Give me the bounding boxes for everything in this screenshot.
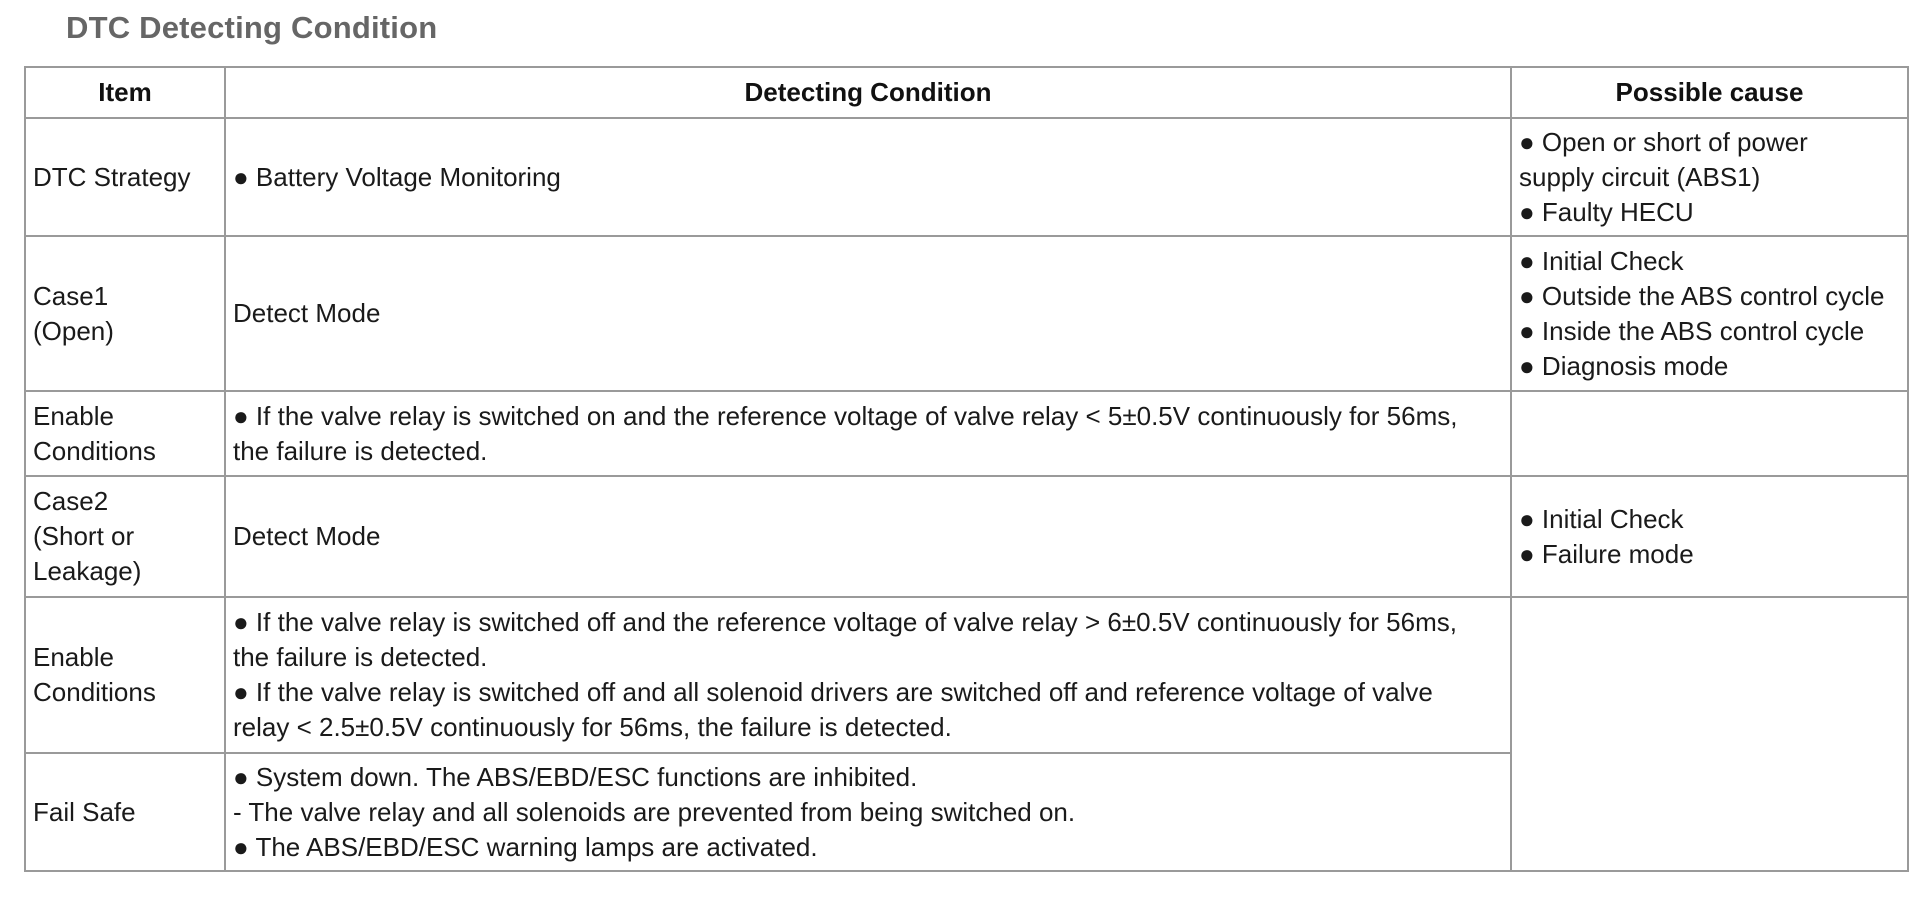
table-row-case2	[25, 476, 1908, 597]
cause-text: ● Initial Check	[1519, 503, 1684, 534]
cell-item	[25, 597, 225, 753]
table-row-case1	[25, 236, 1908, 391]
condition-text: ● Battery Voltage Monitoring	[233, 161, 561, 192]
table-row-enable-conditions-case1	[25, 391, 1908, 476]
condition-text: ● The ABS/EBD/ESC warning lamps are activated.	[233, 831, 818, 862]
cell-item	[25, 236, 225, 391]
dtc-condition-table	[24, 66, 1909, 872]
table-row-enable-conditions-case2	[25, 597, 1908, 753]
page-title: DTC Detecting Condition	[66, 10, 438, 45]
condition-text: Detect Mode	[233, 298, 381, 328]
condition-text: relay < 2.5±0.5V continuously for 56ms, the failure is detected.	[233, 712, 952, 742]
item-text: DTC Strategy	[33, 161, 191, 192]
item-text: Case2	[33, 486, 109, 516]
item-text: Case1	[33, 280, 109, 311]
item-text: Leakage)	[33, 556, 142, 586]
condition-text: ● If the valve relay is switched off and all solenoid drivers are switched off and reference voltage of valve	[233, 677, 1433, 707]
header-possible-cause: Possible cause	[1511, 67, 1908, 118]
cause-text: supply circuit (ABS1)	[1519, 161, 1761, 192]
cell-condition	[225, 391, 1511, 476]
condition-text: the failure is detected.	[233, 642, 488, 672]
item-text: (Open)	[33, 315, 114, 346]
table-row-dtc-strategy	[25, 118, 1908, 236]
condition-text: ● System down. The ABS/EBD/ESC functions are inhibited.	[233, 761, 918, 792]
cell-cause-empty	[1511, 597, 1908, 871]
condition-text: ● If the valve relay is switched off and the reference voltage of valve relay > 6±0.5V continuously for 56ms,	[233, 607, 1457, 637]
cell-condition	[225, 236, 1511, 391]
cell-condition	[225, 753, 1511, 871]
cause-text: ● Open or short of power	[1519, 126, 1808, 157]
item-text: Enable	[33, 642, 114, 672]
cell-condition	[225, 118, 1511, 236]
header-item: Item	[25, 67, 225, 118]
cause-text: ● Outside the ABS control cycle	[1519, 280, 1885, 311]
condition-text: Detect Mode	[233, 521, 381, 551]
table-header-row	[25, 67, 1908, 118]
cause-text: ● Initial Check	[1519, 245, 1684, 276]
condition-text: - The valve relay and all solenoids are prevented from being switched on.	[233, 796, 1076, 827]
cause-text: ● Inside the ABS control cycle	[1519, 315, 1865, 346]
item-text: (Short or	[33, 521, 135, 551]
item-text: Conditions	[33, 435, 156, 466]
item-text: Fail Safe	[33, 796, 136, 827]
cell-item	[25, 476, 225, 597]
cell-item	[25, 118, 225, 236]
cause-text: ● Diagnosis mode	[1519, 350, 1729, 381]
cell-cause	[1511, 118, 1908, 236]
item-text: Enable	[33, 400, 114, 431]
cell-item	[25, 753, 225, 871]
header-detecting-condition: Detecting Condition	[225, 67, 1511, 118]
item-text: Conditions	[33, 677, 156, 707]
condition-text: the failure is detected.	[233, 435, 488, 466]
cell-cause	[1511, 476, 1908, 597]
cause-text: ● Faulty HECU	[1519, 196, 1694, 227]
cell-condition	[225, 476, 1511, 597]
cell-item	[25, 391, 225, 476]
cause-text: ● Failure mode	[1519, 538, 1694, 569]
cell-cause	[1511, 236, 1908, 391]
condition-text: ● If the valve relay is switched on and the reference voltage of valve relay < 5±0.5V continuously for 56ms,	[233, 400, 1458, 431]
cell-cause-empty	[1511, 391, 1908, 476]
cell-condition	[225, 597, 1511, 753]
